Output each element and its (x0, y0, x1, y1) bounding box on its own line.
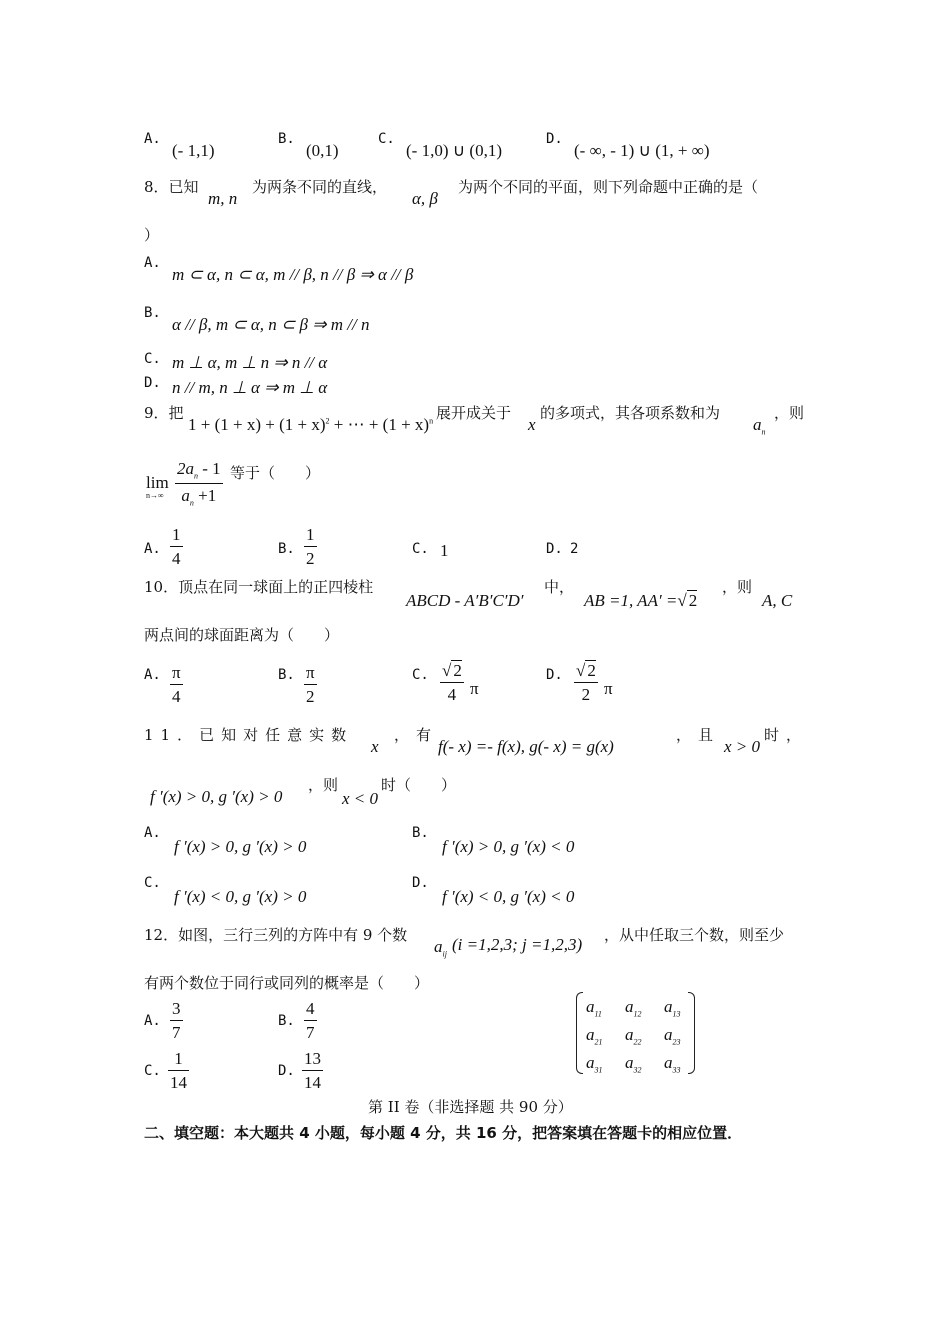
matrix-entry: $a_{21}$ (586, 1025, 603, 1047)
q10-prism: ABCD - A′B′C′D′ (406, 591, 524, 610)
q9-option-d-label: D. (546, 541, 563, 557)
matrix-entry: $a_{11}$ (586, 997, 602, 1019)
q8-number: 8．已知 (144, 178, 199, 196)
q11-x-gt-0: x > 0 (724, 737, 761, 756)
q11-option-d-text: f ′(x) < 0, g ′(x) < 0 (442, 887, 575, 906)
matrix-entry: $a_{13}$ (664, 997, 681, 1019)
q9-text-2: 的多项式，其各项系数和为 (540, 404, 721, 422)
q7-option-c-text: (- 1,0) ∪ (0,1) (406, 141, 502, 160)
q8-option-c-label: C. (144, 351, 161, 367)
q9-option-a-label: A. (144, 541, 161, 557)
q12-number: 12．如图，三行三列的方阵中有 9 个数 (144, 926, 408, 944)
q10-number: 10．顶点在同一球面上的正四棱柱 (144, 578, 374, 596)
q10-option-c-label: C. (412, 667, 429, 683)
q7-option-d-label: D. (546, 131, 563, 147)
matrix-entry: $a_{12}$ (625, 997, 642, 1019)
q9-option-c-label: C. (412, 541, 429, 557)
q9-x: x (528, 415, 536, 434)
q9-an: $a_n$ (753, 415, 766, 437)
part-2-title: 第 II 卷（非选择题 共 90 分） (368, 1098, 573, 1116)
q8-option-a-label: A. (144, 255, 161, 271)
q10-option-a-value: π 4 (172, 663, 181, 706)
q11-option-b-text: f ′(x) > 0, g ′(x) < 0 (442, 837, 575, 856)
matrix-entry: $a_{32}$ (625, 1053, 642, 1075)
q10-option-d-value: √ 2 2 (576, 661, 596, 704)
q8-option-c-text: m ⊥ α, m ⊥ n ⇒ n // α (172, 353, 328, 372)
q11-text-5: 时（ ） (381, 776, 457, 794)
q11-option-c-label: C. (144, 875, 161, 891)
q8-option-b-text: α // β, m ⊂ α, n ⊂ β ⇒ m // n (172, 315, 370, 334)
q11-option-a-label: A. (144, 825, 161, 841)
matrix-entry: $a_{22}$ (625, 1025, 642, 1047)
q9-fraction: $2a_n - 1$ $a_n +1$ (177, 459, 221, 508)
q7-option-b-text: (0,1) (306, 141, 339, 160)
q12-aij: $a_{ij}$ (434, 937, 447, 959)
matrix-right-paren (688, 992, 695, 1074)
q9-expression: $1 + (1 + x) + (1 + x)^2$ + ⋯ + $(1 + x)^n$ (188, 415, 434, 434)
q8-text-1: 为两条不同的直线， (252, 178, 388, 196)
q10-option-b-value: π 2 (306, 663, 315, 706)
q11-number: 11．已知对任意实数 (144, 726, 354, 744)
q11-text-4: ，则 (308, 776, 339, 794)
q11-text-1: ，有 (394, 726, 439, 744)
q11-x-lt-0: x < 0 (342, 789, 379, 808)
q10-option-d-pi: π (604, 679, 613, 698)
matrix-entry: $a_{31}$ (586, 1053, 603, 1075)
q7-option-a-label: A. (144, 131, 161, 147)
q8-alpha-beta: α, β (412, 189, 438, 208)
section-heading: 二、填空题：本大题共 4 小题，每小题 4 分，共 16 分，把答案填在答题卡的相应位置． (144, 1124, 743, 1142)
q11-option-a-text: f ′(x) > 0, g ′(x) > 0 (174, 837, 307, 856)
q12-option-c-value: 1 14 (170, 1049, 187, 1092)
q11-text-2: ，且 (676, 726, 721, 744)
q9-number: 9．把 (144, 404, 184, 422)
q10-option-d-label: D. (546, 667, 563, 683)
q12-option-d-label: D. (278, 1063, 295, 1079)
q10-condition: AB =1, AA′ =√ 2 (584, 591, 698, 610)
q11-condition: f(- x) =- f(x), g(- x) = g(x) (438, 737, 614, 756)
q8-m-n: m, n (208, 189, 238, 208)
q10-option-c-pi: π (470, 679, 479, 698)
q8-option-a-text: m ⊂ α, n ⊂ α, m // β, n // β ⇒ α // β (172, 265, 414, 284)
q12-option-d-value: 13 14 (304, 1049, 321, 1092)
q9-text-3: ，则 (774, 404, 805, 422)
q12-option-c-label: C. (144, 1063, 161, 1079)
q9-text-4: 等于（ ） (230, 464, 321, 482)
q10-option-a-label: A. (144, 667, 161, 683)
q10-a-c: A, C (762, 591, 793, 610)
q11-option-b-label: B. (412, 825, 429, 841)
q12-text-2: 有两个数位于同行或同列的概率是（ ） (144, 974, 430, 992)
q11-x: x (371, 737, 379, 756)
q9-option-b-value: 1 2 (306, 525, 315, 568)
q7-option-a-text: (- 1,1) (172, 141, 215, 160)
q8-close-paren: ） (144, 226, 160, 244)
q8-text-2: 为两个不同的平面，则下列命题中正确的是（ (458, 178, 759, 196)
q10-text-3: 两点间的球面距离为（ ） (144, 626, 340, 644)
q12-index-condition: (i =1,2,3; j =1,2,3) (452, 935, 583, 954)
q12-option-a-value: 3 7 (172, 999, 181, 1042)
q12-option-a-label: A. (144, 1013, 161, 1029)
q9-option-b-label: B. (278, 541, 295, 557)
q10-text-2: ，则 (722, 578, 753, 596)
q9-limit-subscript: n→∞ (146, 491, 164, 500)
q11-option-d-label: D. (412, 875, 429, 891)
matrix-entry: $a_{23}$ (664, 1025, 681, 1047)
q11-condition-2: f ′(x) > 0, g ′(x) > 0 (150, 787, 283, 806)
matrix-entry: $a_{33}$ (664, 1053, 681, 1075)
q10-text-1: 中， (544, 578, 575, 596)
q9-limit: lim (146, 473, 169, 492)
q10-option-c-value: √ 2 4 (442, 661, 462, 704)
q11-option-c-text: f ′(x) < 0, g ′(x) > 0 (174, 887, 307, 906)
matrix-left-paren (576, 992, 583, 1074)
q7-option-c-label: C. (378, 131, 395, 147)
q7-option-d-text: (- ∞, - 1) ∪ (1, + ∞) (574, 141, 710, 160)
q7-option-b-label: B. (278, 131, 295, 147)
q12-text-1: ，从中任取三个数，则至少 (604, 926, 785, 944)
q9-option-c-value: 1 (440, 541, 449, 560)
q8-option-d-label: D. (144, 375, 161, 391)
q12-option-b-value: 4 7 (306, 999, 315, 1042)
q9-option-a-value: 1 4 (172, 525, 181, 568)
q11-text-3: 时， (764, 726, 809, 744)
q12-option-b-label: B. (278, 1013, 295, 1029)
q9-text-1: 展开成关于 (436, 404, 512, 422)
q8-option-d-text: n // m, n ⊥ α ⇒ m ⊥ α (172, 378, 328, 397)
q9-option-d-value: 2 (570, 541, 579, 557)
q10-option-b-label: B. (278, 667, 295, 683)
q8-option-b-label: B. (144, 305, 161, 321)
